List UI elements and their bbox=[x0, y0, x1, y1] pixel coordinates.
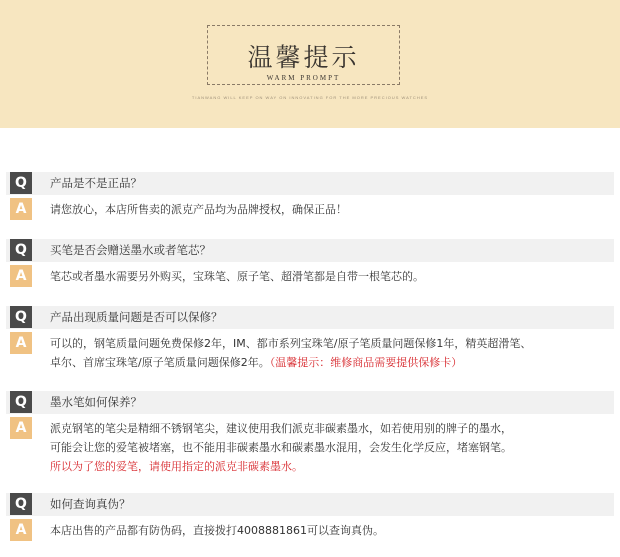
faq-answer-row bbox=[6, 417, 614, 477]
faq-question: 如何查询真伪？ bbox=[50, 497, 131, 511]
question-badge: Q bbox=[10, 172, 32, 194]
answer-highlight: （温馨提示：维修商品需要提供保修卡） bbox=[269, 356, 463, 369]
answer-line: 请您放心，本店所售卖的派克产品均为品牌授权，确保正品！ bbox=[50, 203, 347, 216]
faq-question: 产品出现质量问题是否可以保修？ bbox=[50, 310, 223, 324]
faq-item bbox=[6, 239, 614, 288]
answer-badge: A bbox=[10, 198, 32, 220]
faq-list bbox=[0, 128, 620, 557]
faq-item bbox=[6, 306, 614, 372]
answer-line: 笔芯或者墨水需要另外购买，宝珠笔、原子笔、超滑笔都是自带一根笔芯的。 bbox=[50, 270, 424, 283]
answer-line: 可能会让您的爱笔被堵塞，也不能用非碳素墨水和碳素墨水混用，会发生化学反应，堵塞钢笔。 bbox=[50, 441, 512, 454]
header-tagline: TIANWANG WILL KEEP ON WAY ON INNOVATING FOR THE MORE PRECIOUS WATCHES bbox=[191, 95, 429, 100]
faq-answer bbox=[50, 267, 610, 286]
faq-answer-row bbox=[6, 198, 614, 221]
faq-answer-row bbox=[6, 519, 614, 542]
faq-item bbox=[6, 391, 614, 477]
faq-question-row bbox=[6, 493, 614, 516]
faq-item bbox=[6, 493, 614, 542]
faq-item bbox=[6, 172, 614, 221]
question-badge: Q bbox=[10, 306, 32, 328]
faq-question: 产品是不是正品？ bbox=[50, 176, 142, 190]
faq-answer-row bbox=[6, 265, 614, 288]
answer-line: 本店出售的产品都有防伪码，直接拨打4008881861可以查询真伪。 bbox=[50, 524, 384, 537]
faq-question-row bbox=[6, 306, 614, 329]
faq-answer bbox=[50, 200, 610, 219]
answer-line: 卓尔、首席宝珠笔/原子笔质量问题保修2年。 bbox=[50, 356, 270, 369]
question-badge: Q bbox=[10, 391, 32, 413]
faq-answer bbox=[50, 419, 610, 476]
header-banner bbox=[0, 0, 620, 128]
answer-highlight: 所以为了您的爱笔，请使用指定的派克非碳素墨水。 bbox=[50, 460, 303, 473]
answer-line: 派克钢笔的笔尖是精细不锈钢笔尖，建议使用我们派克非碳素墨水，如若使用别的牌子的墨水， bbox=[50, 422, 512, 435]
question-badge: Q bbox=[10, 239, 32, 261]
answer-badge: A bbox=[10, 265, 32, 287]
question-badge: Q bbox=[10, 493, 32, 515]
faq-question-row bbox=[6, 172, 614, 195]
page-subtitle: WARM PROMPT bbox=[266, 74, 341, 82]
answer-badge: A bbox=[10, 332, 32, 354]
faq-question-row bbox=[6, 239, 614, 262]
faq-answer bbox=[50, 521, 610, 540]
page-title: 温馨提示 bbox=[247, 43, 360, 72]
answer-line-wrap bbox=[50, 353, 610, 372]
faq-question-row bbox=[6, 391, 614, 414]
answer-badge: A bbox=[10, 417, 32, 439]
faq-question: 买笔是否会赠送墨水或者笔芯？ bbox=[50, 243, 211, 257]
faq-answer bbox=[50, 334, 610, 372]
faq-answer-row bbox=[6, 332, 614, 372]
answer-badge: A bbox=[10, 519, 32, 541]
answer-line: 可以的，钢笔质量问题免费保修2年，IM、都市系列宝珠笔/原子笔质量问题保修1年，精英超滑笔、 bbox=[50, 337, 532, 350]
faq-question: 墨水笔如何保养？ bbox=[50, 395, 142, 409]
